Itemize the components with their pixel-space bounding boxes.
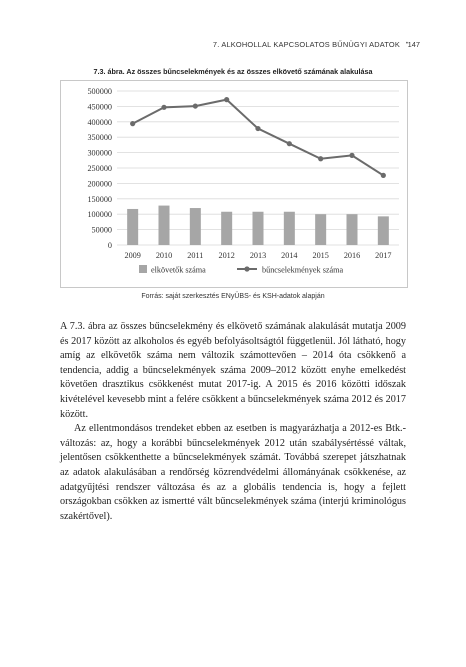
y-tick-label: 500000 xyxy=(87,87,112,96)
chapter-title: 7. ALKOHOLLAL KAPCSOLATOS BŰNÜGYI ADATOK xyxy=(212,40,400,49)
line-point xyxy=(193,103,198,108)
chart xyxy=(60,80,408,288)
x-tick-label: 2011 xyxy=(187,251,204,260)
line-point xyxy=(130,121,135,126)
x-tick-label: 2013 xyxy=(249,251,267,260)
bar xyxy=(190,208,201,245)
legend-label: elkövetők száma xyxy=(151,265,206,275)
y-tick-label: 350000 xyxy=(87,133,112,143)
line-point xyxy=(161,105,166,110)
y-tick-label: 200000 xyxy=(87,179,112,189)
line-point xyxy=(255,126,260,131)
legend-label: bűncselekmények száma xyxy=(262,265,344,275)
legend-swatch-bar xyxy=(139,265,147,273)
bar xyxy=(127,209,138,245)
legend-swatch-point xyxy=(244,266,249,271)
body-text xyxy=(60,320,406,524)
y-tick-label: 0 xyxy=(107,241,112,250)
x-tick-label: 2014 xyxy=(281,251,298,260)
x-tick-label: 2009 xyxy=(124,251,141,260)
y-tick-label: 450000 xyxy=(87,102,112,112)
bar xyxy=(253,212,264,245)
bar xyxy=(159,206,170,245)
running-header xyxy=(0,40,466,54)
page-number: 147 xyxy=(407,40,420,49)
x-tick-label: 2016 xyxy=(343,251,361,260)
x-tick-label: 2010 xyxy=(155,251,173,260)
bar xyxy=(315,214,326,245)
bar xyxy=(284,212,295,245)
x-tick-label: 2012 xyxy=(218,251,235,260)
bar xyxy=(221,212,232,245)
paragraph: Az ellentmondásos trendeket ebben az esetben is magyarázhatja a 2012-es Btk.-változás: az, hogy a korábbi bűncselekmények 2012 után szabálysértéssé váltak, jelentősen csökkenthette a bűncselekmények számát. Továbbá szerepet játszhatnak az adatok alakulásában a rendőrség közrendvédelmi állományának csökkenése, az adatgyűjtési rendszer változása és az a globális tendencia is, hogy a fejlett országokban csökken az ismertté vált bűncselekmények száma (interjú kriminológus szakértővel). xyxy=(60,423,406,522)
line-point xyxy=(381,173,386,178)
line-point xyxy=(287,141,292,146)
chart-svg xyxy=(61,81,407,287)
line-point xyxy=(318,156,323,161)
figure-source: Forrás: saját szerkesztés ENyÜBS- és KSH-adatok alapján xyxy=(141,293,325,300)
header-separator: • xyxy=(405,41,408,47)
paragraph: A 7.3. ábra az összes bűncselekmény és elkövető számának alakulását mutatja 2009 és 2017 között az alkoholos és egyéb befolyásoltságtól függetlenül. Jól látható, hogy amíg az elkövetők száma nem változik számottevően – 2014 óta csökkenő a tendencia, addig a bűncselekmények száma 2009–2012 között enyhe emelkedést követően drasztikus csökkenést mutat 2017-ig. A 2015 és 2016 közötti időszak kivételével kevesebb mint a felére csökkent a bűncselekmények száma 2012 és 2017 között. xyxy=(60,321,406,420)
y-tick-label: 400000 xyxy=(87,117,112,127)
y-tick-label: 50000 xyxy=(91,225,112,235)
bar xyxy=(347,214,358,245)
line-point xyxy=(224,97,229,102)
y-tick-label: 250000 xyxy=(87,164,112,173)
x-tick-label: 2015 xyxy=(312,251,329,260)
line-point xyxy=(349,153,354,158)
x-tick-label: 2017 xyxy=(375,251,392,260)
y-tick-label: 100000 xyxy=(87,210,112,220)
figure-title: 7.3. ábra. Az összes bűncselekmények és az összes elkövető számának alakulása xyxy=(93,67,373,76)
bar xyxy=(378,216,389,245)
y-tick-label: 300000 xyxy=(87,148,112,158)
y-tick-label: 150000 xyxy=(87,194,112,204)
